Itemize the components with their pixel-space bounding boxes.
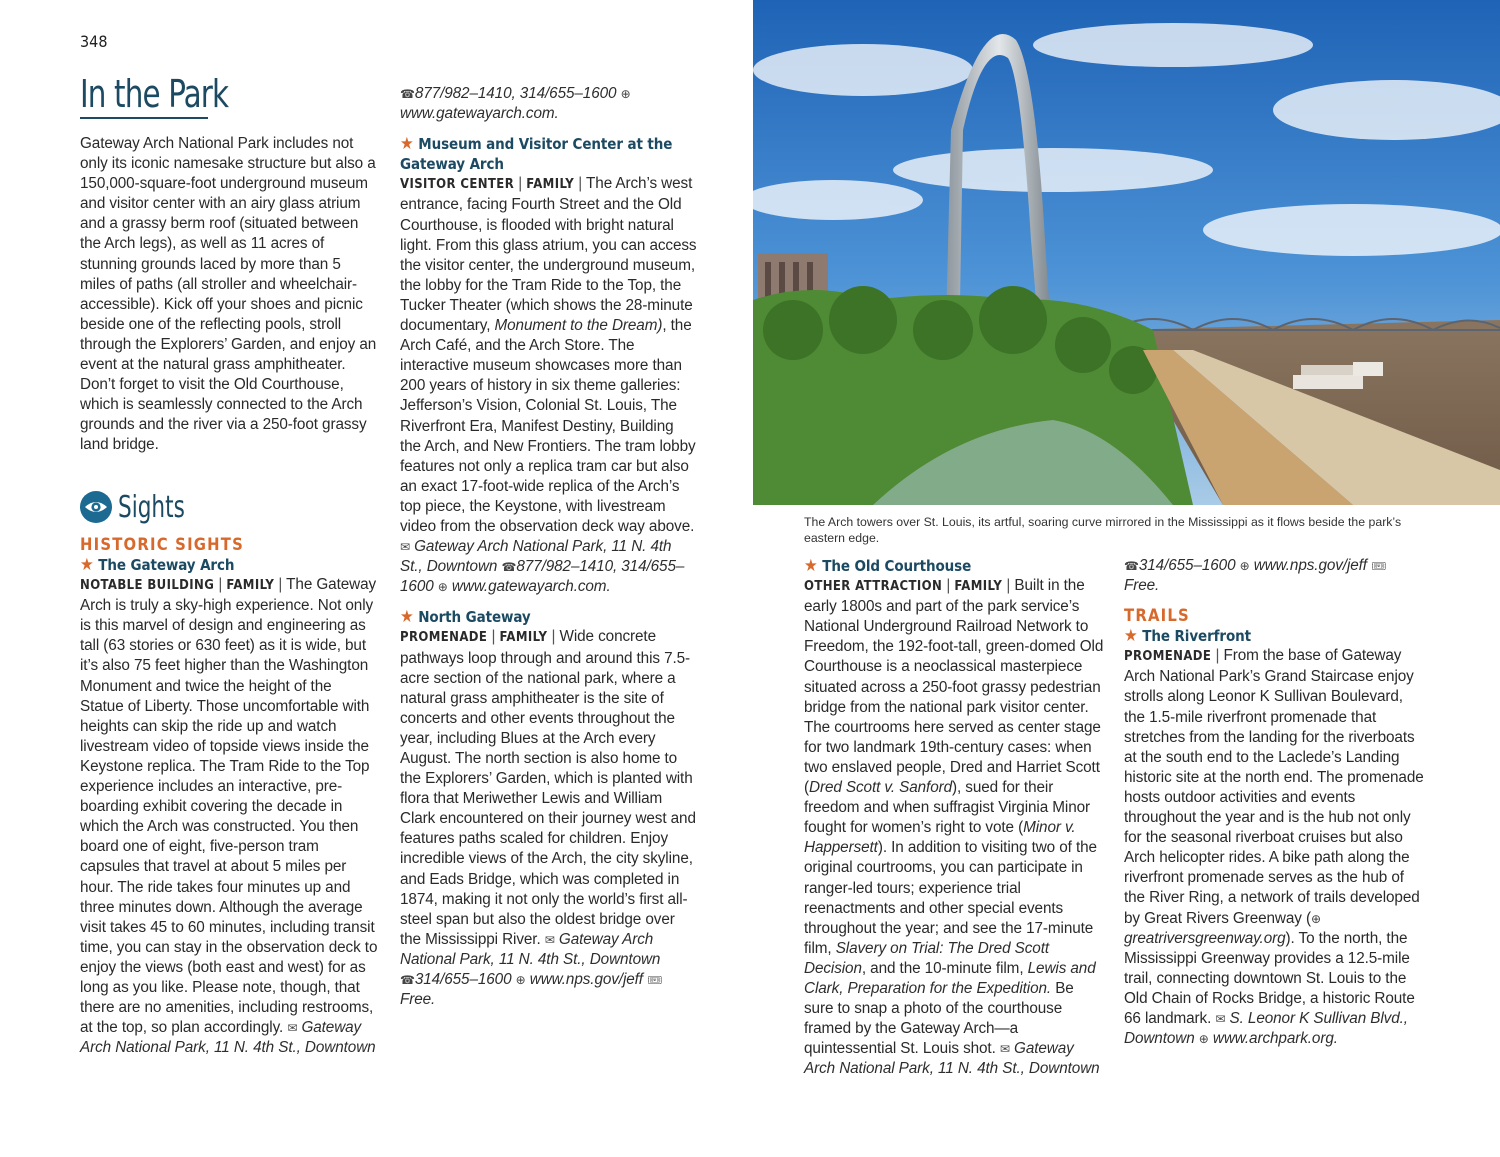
entry-address: Gateway Arch National Park, 11 N. 4th St., Downtown (400, 538, 672, 576)
globe-icon: ⊕ (437, 580, 448, 595)
entry-body: NOTABLE BUILDING | FAMILY | The Gateway Arch is truly a sky-high experience. Not only is this marvel of design and engineering as tall (63 stories or 630 feet) as it is wide, but it’s also 75 feet higher than the Washington Monument and twice the height of the Statue of Liberty. Those uncomfortable with heights can skip the ride up and watch livestream video of topside views inside the Keystone replica. The Tram Ride to the Top experience includes an interactive, pre-boarding exhibit covering the decade in which the Arch was constructed. You then board one of eight, five-person tram capsules that travel at about 5 miles per hour. The ride takes four minutes up and three minutes down. Although the average visit takes 45 to 60 minutes, including transit time, you can stay in the observation deck to enjoy the views (both east and west) for as long as you like. Please note, though, that there are no amenities, including restrooms, at the top, so plan accordingly. ✉ Gateway Arch National Park, 11 N. 4th St., Downtown (80, 576, 378, 1057)
entry-category: OTHER ATTRACTION (804, 579, 943, 595)
entry-category: PROMENADE (1124, 649, 1212, 665)
entry-tag: FAMILY (954, 579, 1003, 595)
arch-photo (753, 0, 1500, 505)
ticket-icon: 🎟 (647, 973, 663, 988)
entry-address: Gateway Arch National Park, 11 N. 4th St., Downtown (80, 1019, 376, 1057)
subhead-historic-sights: HISTORIC SIGHTS (80, 535, 245, 554)
intro-paragraph: Gateway Arch National Park includes not only its iconic namesake structure but also a 150,000-square-foot underground museum and visitor center with an airy glass atrium and a grassy berm roof (situated between the Arch legs), as well as 11 acres of stunning grounds laced by more than 5 miles of paths (all stroller and wheelchair-accessible). Kick off your shoes and picnic beside one of the reflecting pools, stroll through the Explorers’ Garden, and enjoy an event at the natural grass amphitheater. Don’t forget to visit the Old Courthouse, which is seamlessly connected to the Arch grounds and the river via a 250-foot grassy land bridge. (80, 135, 377, 454)
entry-phone: 314/655–1600 (414, 971, 512, 989)
entry-web[interactable]: www.nps.gov/jeff (1253, 557, 1367, 574)
phone-icon: ☎ (400, 87, 415, 101)
entry-body: PROMENADE | From the base of Gateway Arch National Park’s Grand Staircase enjoy strolls along Leonor K Sullivan Boulevard, the 1.5-mile riverfront promenade that stretches from the landing for the riverboats at the south end to the Laclede’s Landing historic site at the north end. The promenade hosts outdoor activities and events throughout the year and is the hub not only for the seasonal riverboat cruises but also Arch helicopter rides. A bike path along the riverfront promenade serves as the hub of the River Ring, a network of trails developed by Great Rivers Greenway (⊕ greatriversgreenway.org). To the north, the Mississippi Greenway provides a 12.5-mile trail, connecting downtown St. Louis to the Old Chain of Rocks Bridge, a historic Route 66 landmark. ✉ S. Leonor K Sullivan Blvd., Downtown ⊕ www.archpark.org. (1124, 647, 1424, 1048)
phone-icon: ☎ (400, 973, 415, 988)
entry-title (80, 555, 378, 575)
entry-title-text: The Riverfront (1142, 627, 1251, 646)
star-icon: ★ (80, 555, 94, 575)
entry-title (804, 556, 1104, 576)
envelope-icon: ✉ (400, 540, 410, 555)
star-icon: ★ (804, 556, 818, 576)
entry-address: Gateway Arch National Park, 11 N. 4th St., Downtown (400, 930, 661, 968)
ticket-icon: 🎟 (1371, 559, 1387, 573)
entry-title-text: North Gateway (418, 608, 531, 627)
globe-icon: ⊕ (515, 973, 526, 988)
entry-title-text: Museum and Visitor Center at the Gateway Arch (400, 135, 673, 174)
entry-title (400, 607, 698, 627)
entry-web[interactable]: www.gatewayarch.com. (400, 105, 559, 123)
title-rule (80, 117, 208, 119)
entry-price: Free. (1124, 577, 1160, 595)
entry-body: VISITOR CENTER | FAMILY | The Arch’s west entrance, facing Fourth Street and the Old Courthouse, is flooded with bright natural light. From this glass atrium, you can access the visitor center, the underground museum, the lobby for the Tram Ride to the Top, the Tucker Theater (which shows the 28-minute documentary, Monument to the Dream), the Arch Café, and the Arch Store. The interactive museum showcases more than 200 years of history in six theme galleries: Jefferson’s Vision, Colonial St. Louis, The Riverfront Era, Manifest Destiny, Building the Arch, and New Frontiers. The tram lobby features not only a replica tram car but also an exact 17-foot-wide replica of the Arch’s top piece, the Keystone, with livestream video from the observation deck way above. ✉ Gateway Arch National Park, 11 N. 4th St., Downtown ☎877/982–1410, 314/655–1600 ⊕ www.gatewayarch.com. (400, 175, 697, 596)
entry-category: NOTABLE BUILDING (80, 578, 215, 594)
case-title: Dred Scott v. Sanford (809, 779, 953, 797)
entry-description: ). In addition to visiting two of the original courtrooms, you can participate in ranger-led tours; experience trial reenactments and other special events throughout the year; and see the 17-minute film, (804, 839, 1097, 957)
globe-icon: ⊕ (1198, 1032, 1209, 1047)
entry-description: ), sued for their freedom and when suffragist Virginia Minor fought for women’s right to vote ( (804, 779, 1091, 837)
film-title: Monument to the Dream) (494, 317, 663, 335)
entry-description: The Arch’s west entrance, facing Fourth Street and the Old Courthouse, is flooded with bright natural light. From this glass atrium, you can access the visitor center, the underground museum, the lobby for the Tram Ride to the Top, the Tucker Theater (which shows the 28-minute documentary, (400, 175, 697, 335)
entry-description: The Gateway Arch is truly a sky-high experience. Not only is this marvel of design and engineering as tall (63 stories or 630 feet) as it is wide, but it’s also 75 feet higher than the Washington Monument and twice the height of the Statue of Liberty. Those uncomfortable with heights can skip the ride up and watch livestream video of topside views inside the Keystone replica. The Tram Ride to the Top experience includes an interactive, pre-boarding exhibit covering the decade in which the Arch was constructed. You then board one of eight, five-person tram capsules that travel at about 5 miles per hour. The ride takes four minutes up and three minutes down. Although the average visit takes 45 to 60 minutes, including transit time, you can stay in the observation deck to enjoy the views (both east and west) for as long as you like. Please note, though, that there are no amenities, including restrooms, at the top, so plan accordingly. (80, 576, 378, 1037)
film-title: Slavery on Trial: The Dred Scott Decision (804, 939, 1050, 977)
entry-description: , the Arch Café, and the Arch Store. The interactive museum showcases more than 200 years of history in six theme galleries: Jefferson’s Vision, Colonial St. Louis, The Riverfront Era, Manifest Destiny, Building the Arch, and New Frontiers. The tram lobby features not only a replica tram car but also an exact 17-foot-wide replica of the Arch’s top piece, the Keystone, with livestream video from the observation deck way above. (400, 317, 696, 535)
case-title: Minor v. Happersett (804, 819, 1076, 857)
entry-category: PROMENADE (400, 630, 488, 646)
star-icon: ★ (400, 134, 414, 155)
page-number: 348 (80, 32, 108, 51)
subhead-trails: TRAILS (1124, 606, 1190, 626)
entry-title (1124, 626, 1424, 646)
phone-icon: ☎ (501, 560, 517, 575)
globe-icon: ⊕ (620, 87, 631, 101)
envelope-icon: ✉ (287, 1021, 298, 1036)
column-3 (804, 556, 1104, 1079)
entry-description: Be sure to snap a photo of the courthouse framed by the Gateway Arch—a quintessential St. Louis shot. (804, 979, 1074, 1058)
entry-body: PROMENADE | FAMILY | Wide concrete pathways loop through and around this 7.5-acre section of the national park, where a natural grass amphitheater is the site of concerts and other events throughout the year, including Blues at the Arch every August. The north section is also home to the Explorers’ Garden, which is planted with flora that Meriwether Lewis and William Clark encountered on their journey west and features paths scaled for children. Enjoy incredible views of the Arch, the city skyline, and Eads Bridge, which was completed in 1874, making it not only the world’s first all-steel span but also the oldest bridge over the Mississippi River. ✉ Gateway Arch National Park, 11 N. 4th St., Downtown ☎314/655–1600 ⊕ www.nps.gov/jeff 🎟 Free. (400, 628, 696, 1009)
globe-icon: ⊕ (1310, 911, 1321, 926)
entry-web[interactable]: www.nps.gov/jeff (529, 971, 643, 989)
star-icon: ★ (1124, 626, 1138, 647)
entry-phone: 314/655–1600 (1138, 557, 1236, 574)
entry-description: , and the 10-minute film, (861, 959, 1024, 977)
column-1 (80, 134, 378, 456)
entry-title (400, 134, 698, 174)
entry-phone: 877/982–1410, 314/655–1600 (414, 85, 617, 102)
entry-price: Free. (400, 991, 436, 1009)
entry-tag: FAMILY (499, 630, 548, 646)
film-title: Lewis and Clark, Preparation for the Expedition. (804, 959, 1096, 997)
entry-web[interactable]: www.archpark.org. (1212, 1030, 1338, 1048)
entry-contact (1124, 556, 1424, 596)
phone-icon: ☎ (1124, 559, 1139, 573)
entry-category: VISITOR CENTER (400, 177, 515, 193)
entry-web[interactable]: www.gatewayarch.com. (451, 578, 611, 596)
envelope-icon: ✉ (999, 1042, 1010, 1057)
entry-description: Wide concrete pathways loop through and around this 7.5-acre section of the national park, where a natural grass amphitheater is the site of concerts and other events throughout the year, including Blues at the Arch every August. The north section is also home to the Explorers’ Garden, which is planted with flora that Meriwether Lewis and William Clark encountered on their journey west and features paths scaled for children. Enjoy incredible views of the Arch, the city skyline, and Eads Bridge, which was completed in 1874, making it not only the world’s first all-steel span but also the oldest bridge over the Mississippi River. (400, 628, 696, 948)
entry-title-text: The Gateway Arch (98, 556, 235, 574)
entry-address: S. Leonor K Sullivan Blvd., Downtown (1124, 1009, 1408, 1048)
entry-description: From the base of Gateway Arch National Park’s Grand Staircase enjoy strolls along Leonor K Sullivan Boulevard, the 1.5-mile riverfront promenade that stretches from the landing for the riverboats at the south end to the Laclede’s Landing historic site at the north end. The promenade hosts outdoor activities and events throughout the year and is the hub not only for the seasonal riverboat cruises but also Arch helicopter rides. A bike path along the riverfront promenade serves as the hub of the River Ring, a network of trails developed by Great Rivers Greenway ( (1124, 647, 1424, 927)
entry-title-text: The Old Courthouse (822, 557, 972, 575)
column-2 (400, 84, 698, 1010)
envelope-icon: ✉ (1215, 1011, 1226, 1026)
entry-link[interactable]: greatriversgreenway.org (1124, 929, 1286, 947)
eye-icon (80, 491, 112, 523)
entry-description: ). To the north, the Mississippi Greenway provides a 12.5-mile trail, connecting downtown St. Louis to the Old Chain of Rocks Bridge, a historic Route 66 landmark. (1124, 929, 1415, 1027)
column-4 (1124, 556, 1424, 1049)
entry-phone: 877/982–1410, 314/655–1600 (400, 558, 685, 596)
sights-title: Sights (118, 490, 185, 525)
globe-icon: ⊕ (1239, 559, 1250, 573)
entry-tag: FAMILY (526, 177, 575, 193)
entry-body: OTHER ATTRACTION | FAMILY | Built in the early 1800s and part of the park service’s National Underground Railroad Network to Freedom, the 192-foot-tall, green-domed Old Courthouse is a neoclassical masterpiece situated across a 250-foot grassy pedestrian bridge from the national park visitor center. The courtrooms here served as center stage for two landmark 19th-century cases: when two enslaved people, Dred and Harriet Scott (Dred Scott v. Sanford), sued for their freedom and when suffragist Virginia Minor fought for women’s right to vote (Minor v. Happersett). In addition to visiting two of the original courtrooms, you can participate in ranger-led tours; experience trial reenactments and other special events throughout the year; and see the 17-minute film, Slavery on Trial: The Dred Scott Decision, and the 10-minute film, Lewis and Clark, Preparation for the Expedition. Be sure to snap a photo of the courthouse framed by the Gateway Arch—a quintessential St. Louis shot. ✉ Gateway Arch National Park, 11 N. 4th St., Downtown (804, 577, 1104, 1078)
photo-caption: The Arch towers over St. Louis, its artful, soaring curve mirrored in the Mississippi as it flows beside the park’s eastern edge. (804, 515, 1402, 545)
entry-description: Built in the early 1800s and part of the park service’s National Underground Railroad Network to Freedom, the 192-foot-tall, green-domed Old Courthouse is a neoclassical masterpiece situated across a 250-foot grassy pedestrian bridge from the national park visitor center. The courtrooms here served as center stage for two landmark 19th-century cases: when two enslaved people, Dred and Harriet Scott ( (804, 577, 1104, 797)
gateway-arch-entry (80, 535, 378, 1058)
star-icon: ★ (400, 607, 414, 628)
entry-address: Gateway Arch National Park, 11 N. 4th St., Downtown (804, 1040, 1100, 1078)
page-title: In the Park (80, 72, 229, 116)
entry-tag: FAMILY (226, 578, 275, 594)
entry-contact (400, 84, 698, 124)
envelope-icon: ✉ (544, 932, 555, 947)
